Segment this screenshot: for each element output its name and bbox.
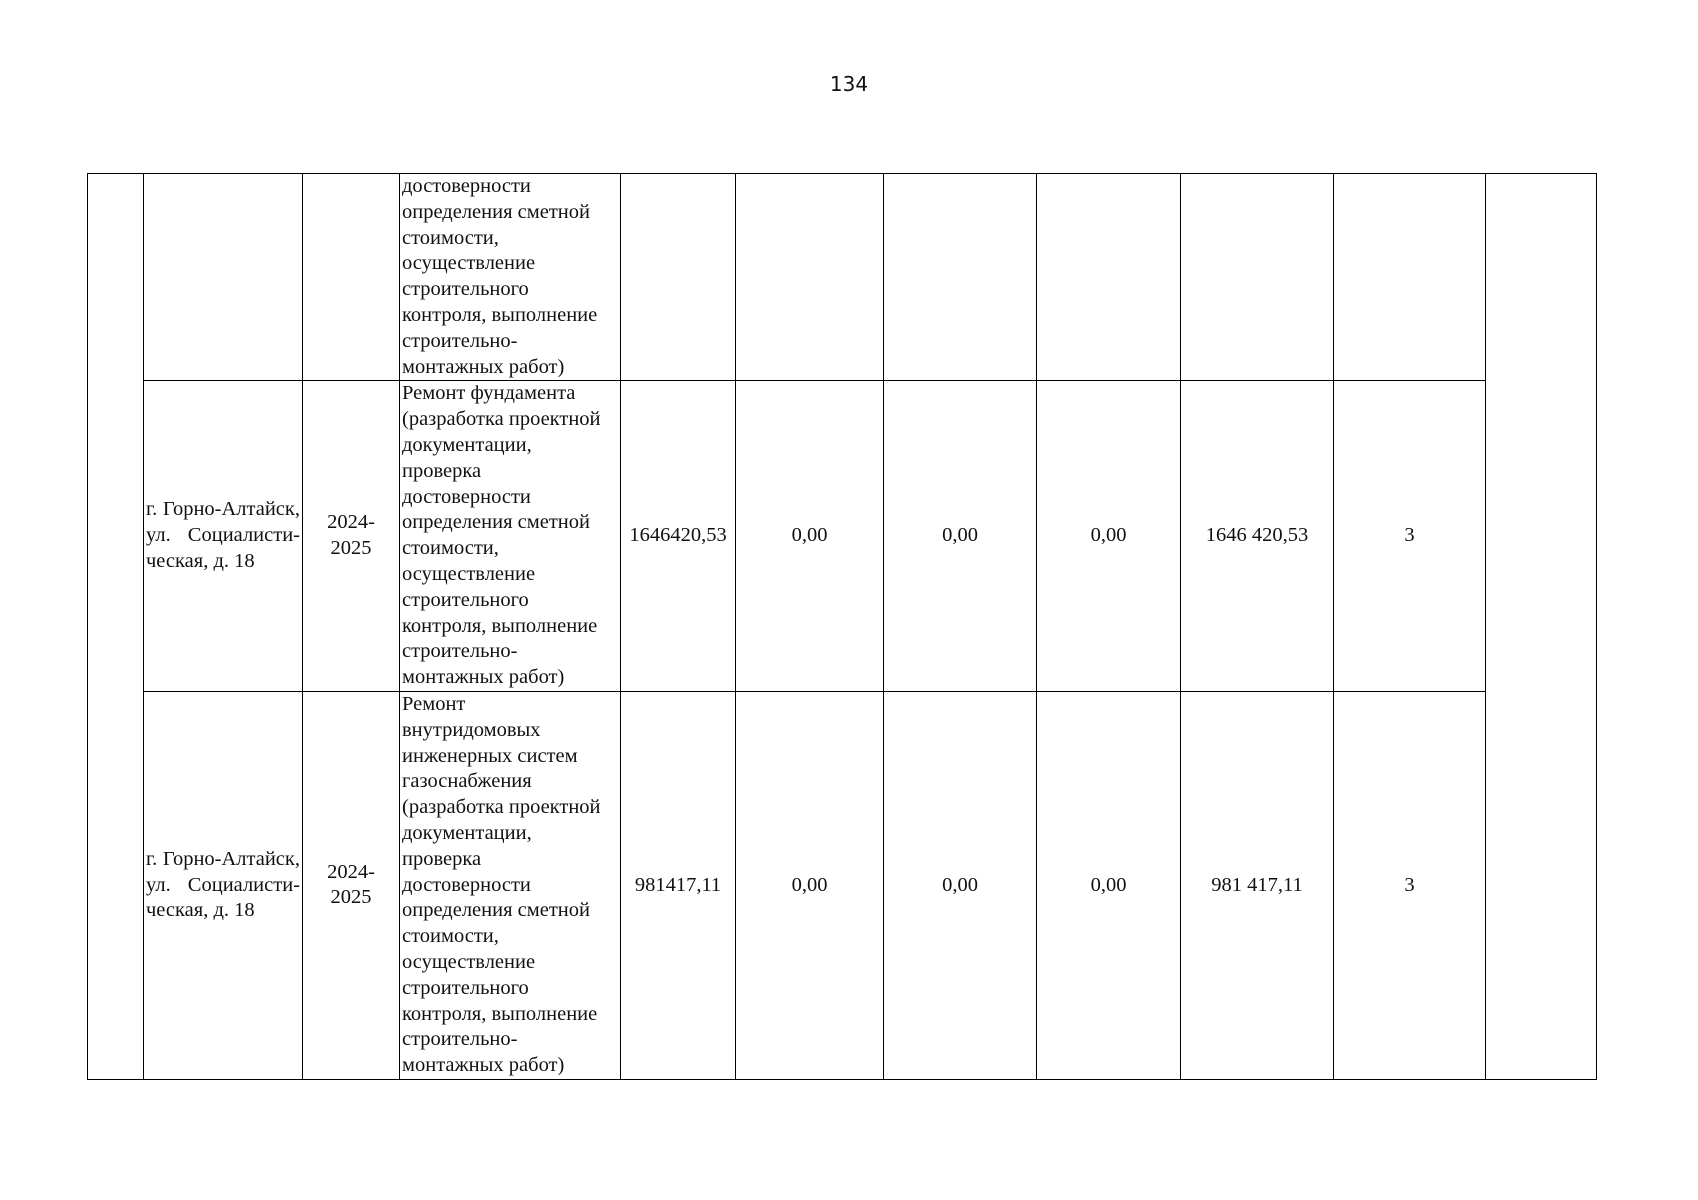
works-table bbox=[87, 173, 1597, 1080]
last-column-cell bbox=[1486, 174, 1597, 1080]
table-row bbox=[88, 381, 1597, 692]
address-cell bbox=[144, 174, 303, 381]
amount-cell-5 bbox=[1181, 174, 1334, 381]
amount-cell-2: 0,00 bbox=[736, 691, 884, 1079]
amount-cell-3 bbox=[884, 174, 1037, 381]
address-cell: г. Горно-Алтайск, ул. Социалисти-ческая, д. 18 bbox=[144, 691, 303, 1079]
amount-cell-6: 3 bbox=[1334, 381, 1486, 692]
amount-cell-2: 0,00 bbox=[736, 381, 884, 692]
amount-cell-5: 981 417,11 bbox=[1181, 691, 1334, 1079]
amount-cell-4: 0,00 bbox=[1037, 381, 1181, 692]
amount-cell-6 bbox=[1334, 174, 1486, 381]
amount-cell-5: 1646 420,53 bbox=[1181, 381, 1334, 692]
period-cell: 2024- 2025 bbox=[303, 381, 400, 692]
row-number-cell bbox=[88, 174, 144, 1080]
amount-cell-4 bbox=[1037, 174, 1181, 381]
amount-cell-2 bbox=[736, 174, 884, 381]
amount-cell-4: 0,00 bbox=[1037, 691, 1181, 1079]
period-cell: 2024- 2025 bbox=[303, 691, 400, 1079]
total-cost-cell: 981417,11 bbox=[621, 691, 736, 1079]
table-row bbox=[88, 691, 1597, 1079]
total-cost-cell bbox=[621, 174, 736, 381]
work-description-cell: Ремонт внутридомовых инженерных систем газоснабжения (разработка проектной документации, проверка достоверности определения сметной стоимости, осуществление строительного контроля, выполнение строительно- монтажных работ) bbox=[400, 691, 621, 1079]
amount-cell-3: 0,00 bbox=[884, 691, 1037, 1079]
work-description-cell: достоверности определения сметной стоимости, осуществление строительного контроля, выполнение строительно- монтажных работ) bbox=[400, 174, 621, 381]
total-cost-cell: 1646420,53 bbox=[621, 381, 736, 692]
address-cell: г. Горно-Алтайск, ул. Социалисти-ческая, д. 18 bbox=[144, 381, 303, 692]
amount-cell-6: 3 bbox=[1334, 691, 1486, 1079]
amount-cell-3: 0,00 bbox=[884, 381, 1037, 692]
work-description-cell: Ремонт фундамента (разработка проектной документации, проверка достоверности определения сметной стоимости, осуществление строительного контроля, выполнение строительно- монтажных работ) bbox=[400, 381, 621, 692]
table-row bbox=[88, 174, 1597, 381]
period-cell bbox=[303, 174, 400, 381]
page-number: 134 bbox=[829, 72, 869, 96]
